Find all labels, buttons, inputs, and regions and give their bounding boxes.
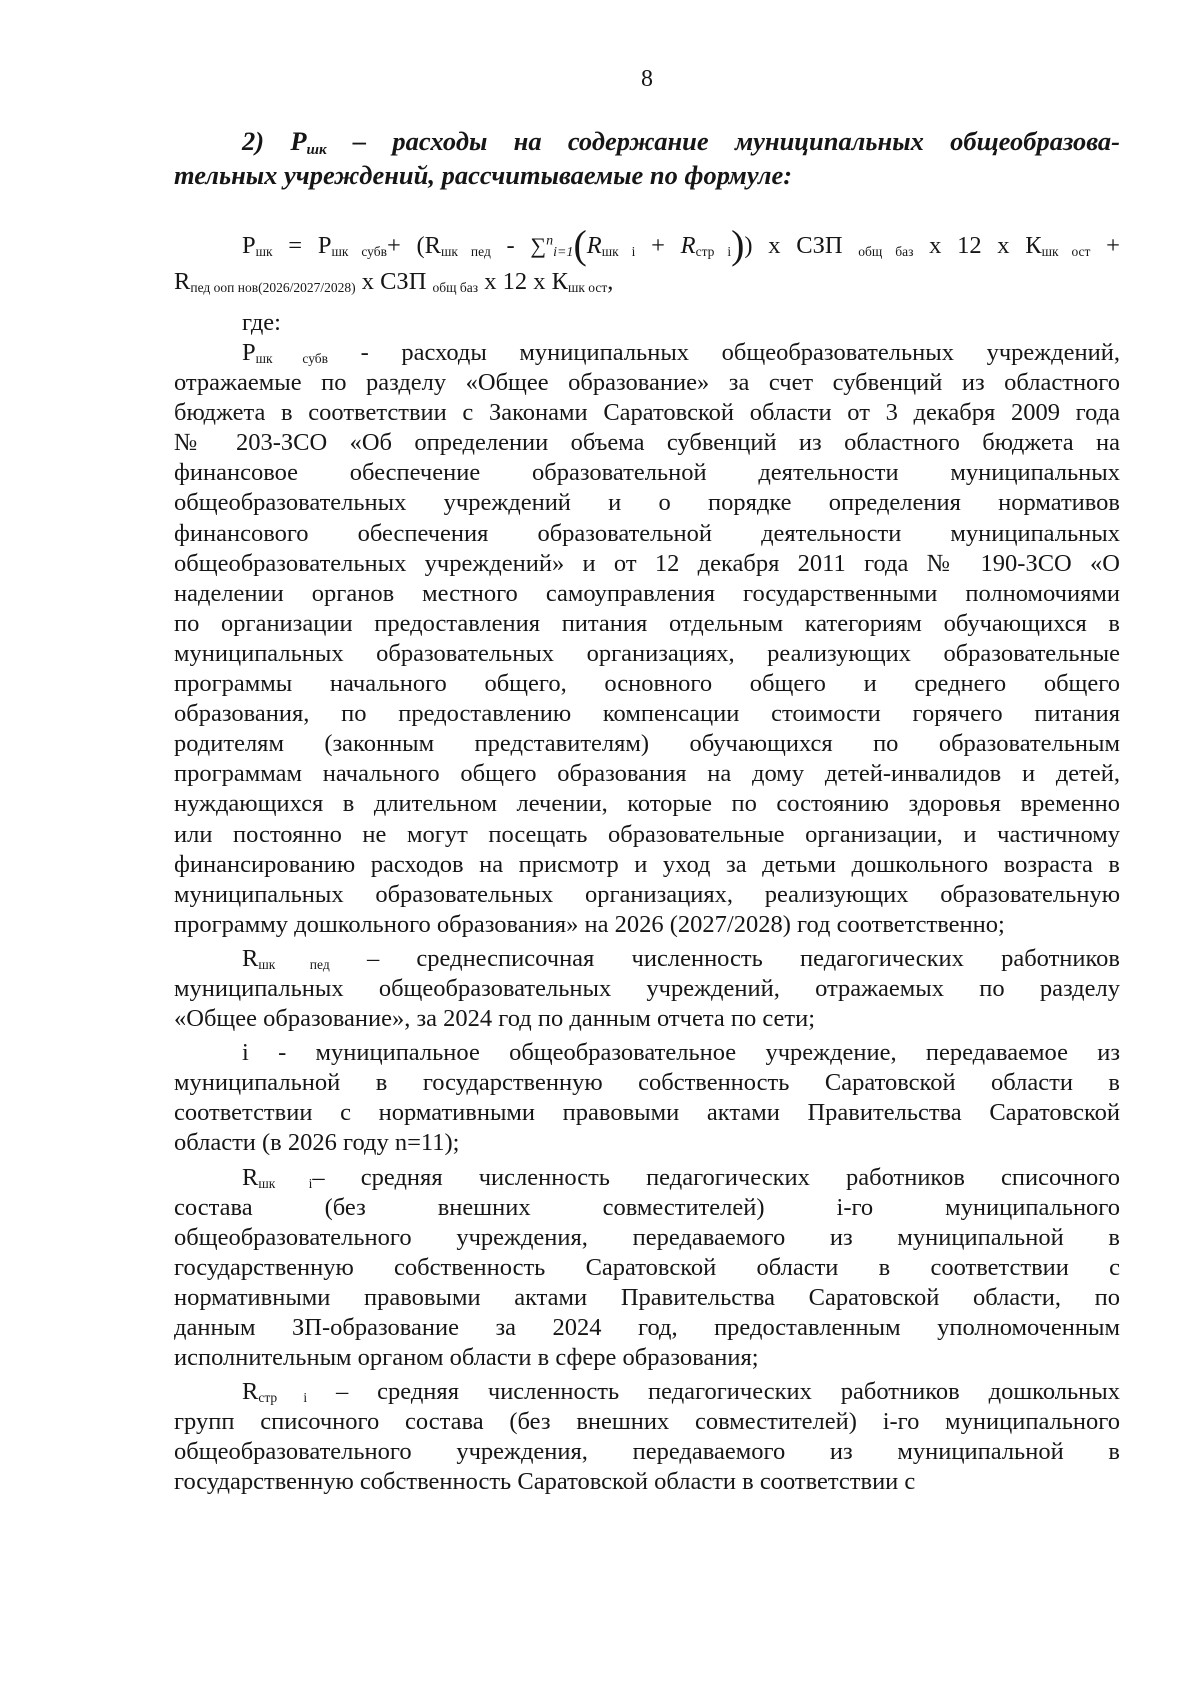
definition-paragraph <box>174 1038 1120 1158</box>
formula-row-1 <box>174 222 1120 267</box>
text-line <box>174 368 1120 398</box>
definition-paragraph <box>174 338 1120 940</box>
subscript: шк i <box>258 1175 313 1191</box>
where-label: где: <box>242 309 281 336</box>
subscript: шк пед <box>441 244 491 259</box>
text-line <box>174 1467 1120 1497</box>
text-line <box>174 519 1120 549</box>
text-run: № 203-ЗСО «Об определении объема субвенций из областного бюджета на <box>174 429 1120 457</box>
section-heading <box>174 124 1120 192</box>
subscript: общ баз <box>432 280 479 295</box>
text-run: нормативными правовыми актами Правительства Саратовской области, по <box>174 1283 1120 1311</box>
text-run: Р <box>242 339 256 366</box>
formula <box>174 222 1120 302</box>
heading-symbol-subscript: шк <box>306 142 327 158</box>
text-line <box>174 944 1120 974</box>
page-number: 8 <box>641 66 653 92</box>
text-line <box>174 1377 1120 1407</box>
subscript: шк ост <box>567 280 608 295</box>
text-run: муниципальной в государственную собственность Саратовской области в <box>174 1069 1120 1097</box>
text-run: финансовое обеспечение образовательной деятельности муниципальных <box>174 459 1120 487</box>
text-run: области (в 2026 году n=11); <box>174 1129 460 1157</box>
text-run: i - муниципальное общеобразовательное учреждение, передаваемое из <box>242 1039 1120 1067</box>
text-run: государственную собственность Саратовской области в соответствии с <box>174 1253 1120 1281</box>
subscript: шк субв <box>331 244 387 259</box>
text-run: х 12 х К <box>913 232 1042 259</box>
text-run: образования, по предоставлению компенсации стоимости горячего питания <box>174 700 1120 728</box>
text-line <box>174 1407 1120 1437</box>
text-line <box>174 549 1120 579</box>
definition-paragraph <box>174 944 1120 1034</box>
sum-upper-limit: n <box>546 233 554 249</box>
text-line <box>174 910 1120 940</box>
heading-symbol: Р <box>290 126 307 156</box>
text-run: бюджета в соответствии с Законами Саратовской области от 3 декабря 2009 года <box>174 399 1120 427</box>
text-run: программам начального общего образования на дому детей-инвалидов и детей, <box>174 760 1120 788</box>
text-run: – среднесписочная численность педагогических работников <box>329 944 1120 972</box>
text-line <box>174 458 1120 488</box>
heading-text: – расходы на содержание муниципальных общеобразова- <box>326 126 1121 156</box>
text-line <box>174 609 1120 639</box>
large-paren: ) <box>731 222 745 267</box>
text-run: R <box>242 944 259 972</box>
text-line <box>174 1004 1120 1034</box>
text-run: исполнительным органом области в сфере образования; <box>174 1344 759 1372</box>
text-run: общеобразовательных учреждений и о порядке определения нормативов <box>174 489 1120 517</box>
text-run: финансового обеспечения образовательной деятельности муниципальных <box>174 519 1120 547</box>
text-line <box>174 488 1120 518</box>
text-run: + (R <box>387 232 442 259</box>
text-line <box>174 398 1120 428</box>
text-run: + <box>1090 232 1120 259</box>
text-line <box>174 639 1120 669</box>
text-run: , <box>607 268 614 295</box>
text-run: общеобразовательного учреждения, передаваемого из муниципальной в <box>174 1223 1120 1251</box>
text-line <box>174 1163 1120 1193</box>
text-line <box>174 759 1120 789</box>
heading-line-2: тельных учреждений, рассчитываемые по формуле: <box>174 160 793 190</box>
text-line <box>174 1437 1120 1467</box>
text-run: ) х СЗП <box>744 232 859 259</box>
text-run: R <box>242 1378 259 1406</box>
text-line <box>174 1223 1120 1253</box>
text-line <box>174 880 1120 910</box>
subscript: шк <box>255 244 273 259</box>
text-line <box>174 1128 1120 1158</box>
text-line <box>174 820 1120 850</box>
text-line <box>174 729 1120 759</box>
italic-variable: R <box>586 232 602 259</box>
text-line <box>174 579 1120 609</box>
text-run: данным ЗП-образование за 2024 год, предоставленным уполномоченным <box>174 1314 1120 1341</box>
text-run: финансированию расходов на присмотр и уход за детьми дошкольного возраста в <box>174 850 1120 878</box>
subscript: общ баз <box>858 244 914 259</box>
text-line <box>174 1038 1120 1068</box>
text-line <box>174 1098 1120 1128</box>
text-line <box>174 338 1120 368</box>
text-run: наделении органов местного самоуправления государственными полномочиями <box>174 579 1120 607</box>
text-line <box>174 1283 1120 1313</box>
text-run: R <box>174 268 191 295</box>
text-run: Р <box>242 232 256 259</box>
text-line <box>174 850 1120 880</box>
text-line <box>174 699 1120 729</box>
heading-prefix: 2) <box>242 126 291 156</box>
subscript: стр i <box>258 1390 308 1406</box>
text-line <box>174 428 1120 458</box>
text-run: нуждающихся в длительном лечении, которые по состоянию здоровья временно <box>174 790 1120 818</box>
italic-variable: R <box>680 232 696 259</box>
text-run: R <box>242 1163 259 1191</box>
text-run: общеобразовательных учреждений» и от 12 декабря 2011 года № 190-ЗСО «О <box>174 549 1120 577</box>
text-run: программу дошкольного образования» на 2026 (2027/2028) год соответственно; <box>174 910 1005 938</box>
text-line <box>174 669 1120 699</box>
definition-paragraph <box>174 1163 1120 1374</box>
text-line <box>174 1068 1120 1098</box>
text-run: муниципальных образовательных организациях, реализующих образовательную <box>174 880 1120 908</box>
text-run: государственную собственность Саратовской области в соответствии с <box>174 1468 916 1496</box>
text-run: х СЗП <box>355 268 433 295</box>
sum-sign: ∑ <box>530 233 547 258</box>
text-line <box>174 974 1120 1004</box>
text-line <box>174 1193 1120 1223</box>
text-line <box>174 1253 1120 1283</box>
large-paren: ( <box>573 222 587 267</box>
text-line <box>174 789 1120 819</box>
sum-lower-limit: i=1 <box>553 245 574 260</box>
text-run: состава (без внешних совместителей) i-го муниципального <box>174 1193 1120 1221</box>
subscript: шк пед <box>258 956 330 972</box>
text-line <box>174 1343 1120 1373</box>
heading-line-1 <box>174 124 1120 158</box>
summation-symbol <box>530 233 573 258</box>
text-run: муниципальных образовательных организациях, реализующих образовательные <box>174 639 1120 667</box>
text-run: – средняя численность педагогических работников списочного <box>312 1163 1120 1191</box>
subscript: шк ост <box>1041 244 1091 259</box>
text-run: отражаемые по разделу «Общее образование» за счет субвенций из областного <box>174 369 1120 397</box>
text-line <box>174 1313 1120 1343</box>
text-run: соответствии с нормативными правовыми актами Правительства Саратовской <box>174 1099 1120 1127</box>
subscript: шк субв <box>255 351 329 366</box>
subscript: шк i <box>601 244 636 259</box>
text-run: программы начального общего, основного общего и среднего общего <box>174 670 1120 698</box>
text-run: общеобразовательного учреждения, передаваемого из муниципальной в <box>174 1438 1120 1466</box>
text-run: + <box>635 232 681 259</box>
text-run: - расходы муниципальных общеобразовательных учреждений, <box>328 339 1120 366</box>
text-run: х 12 х К <box>478 268 568 295</box>
definition-paragraph <box>174 1377 1120 1497</box>
text-run: по организации предоставления питания отдельным категориям обучающихся в <box>174 609 1120 637</box>
subscript: пед ооп нов(2026/2027/2028) <box>190 280 356 295</box>
definitions-body <box>174 338 1120 1498</box>
subscript: стр i <box>695 244 732 259</box>
text-run: муниципальных общеобразовательных учреждений, отражаемых по разделу <box>174 974 1120 1002</box>
text-run: родителям (законным представителям) обучающихся по образовательным <box>174 730 1120 758</box>
text-run: – средняя численность педагогических работников дошкольных <box>307 1378 1120 1406</box>
text-run: групп списочного состава (без внешних совместителей) i-го муниципального <box>174 1408 1120 1436</box>
text-run: - <box>490 232 531 259</box>
formula-row-2 <box>174 262 1120 302</box>
text-run: или постоянно не могут посещать образовательные организации, и частичному <box>174 820 1120 848</box>
text-run: = Р <box>272 232 332 259</box>
text-run: «Общее образование», за 2024 год по данным отчета по сети; <box>174 1005 815 1033</box>
